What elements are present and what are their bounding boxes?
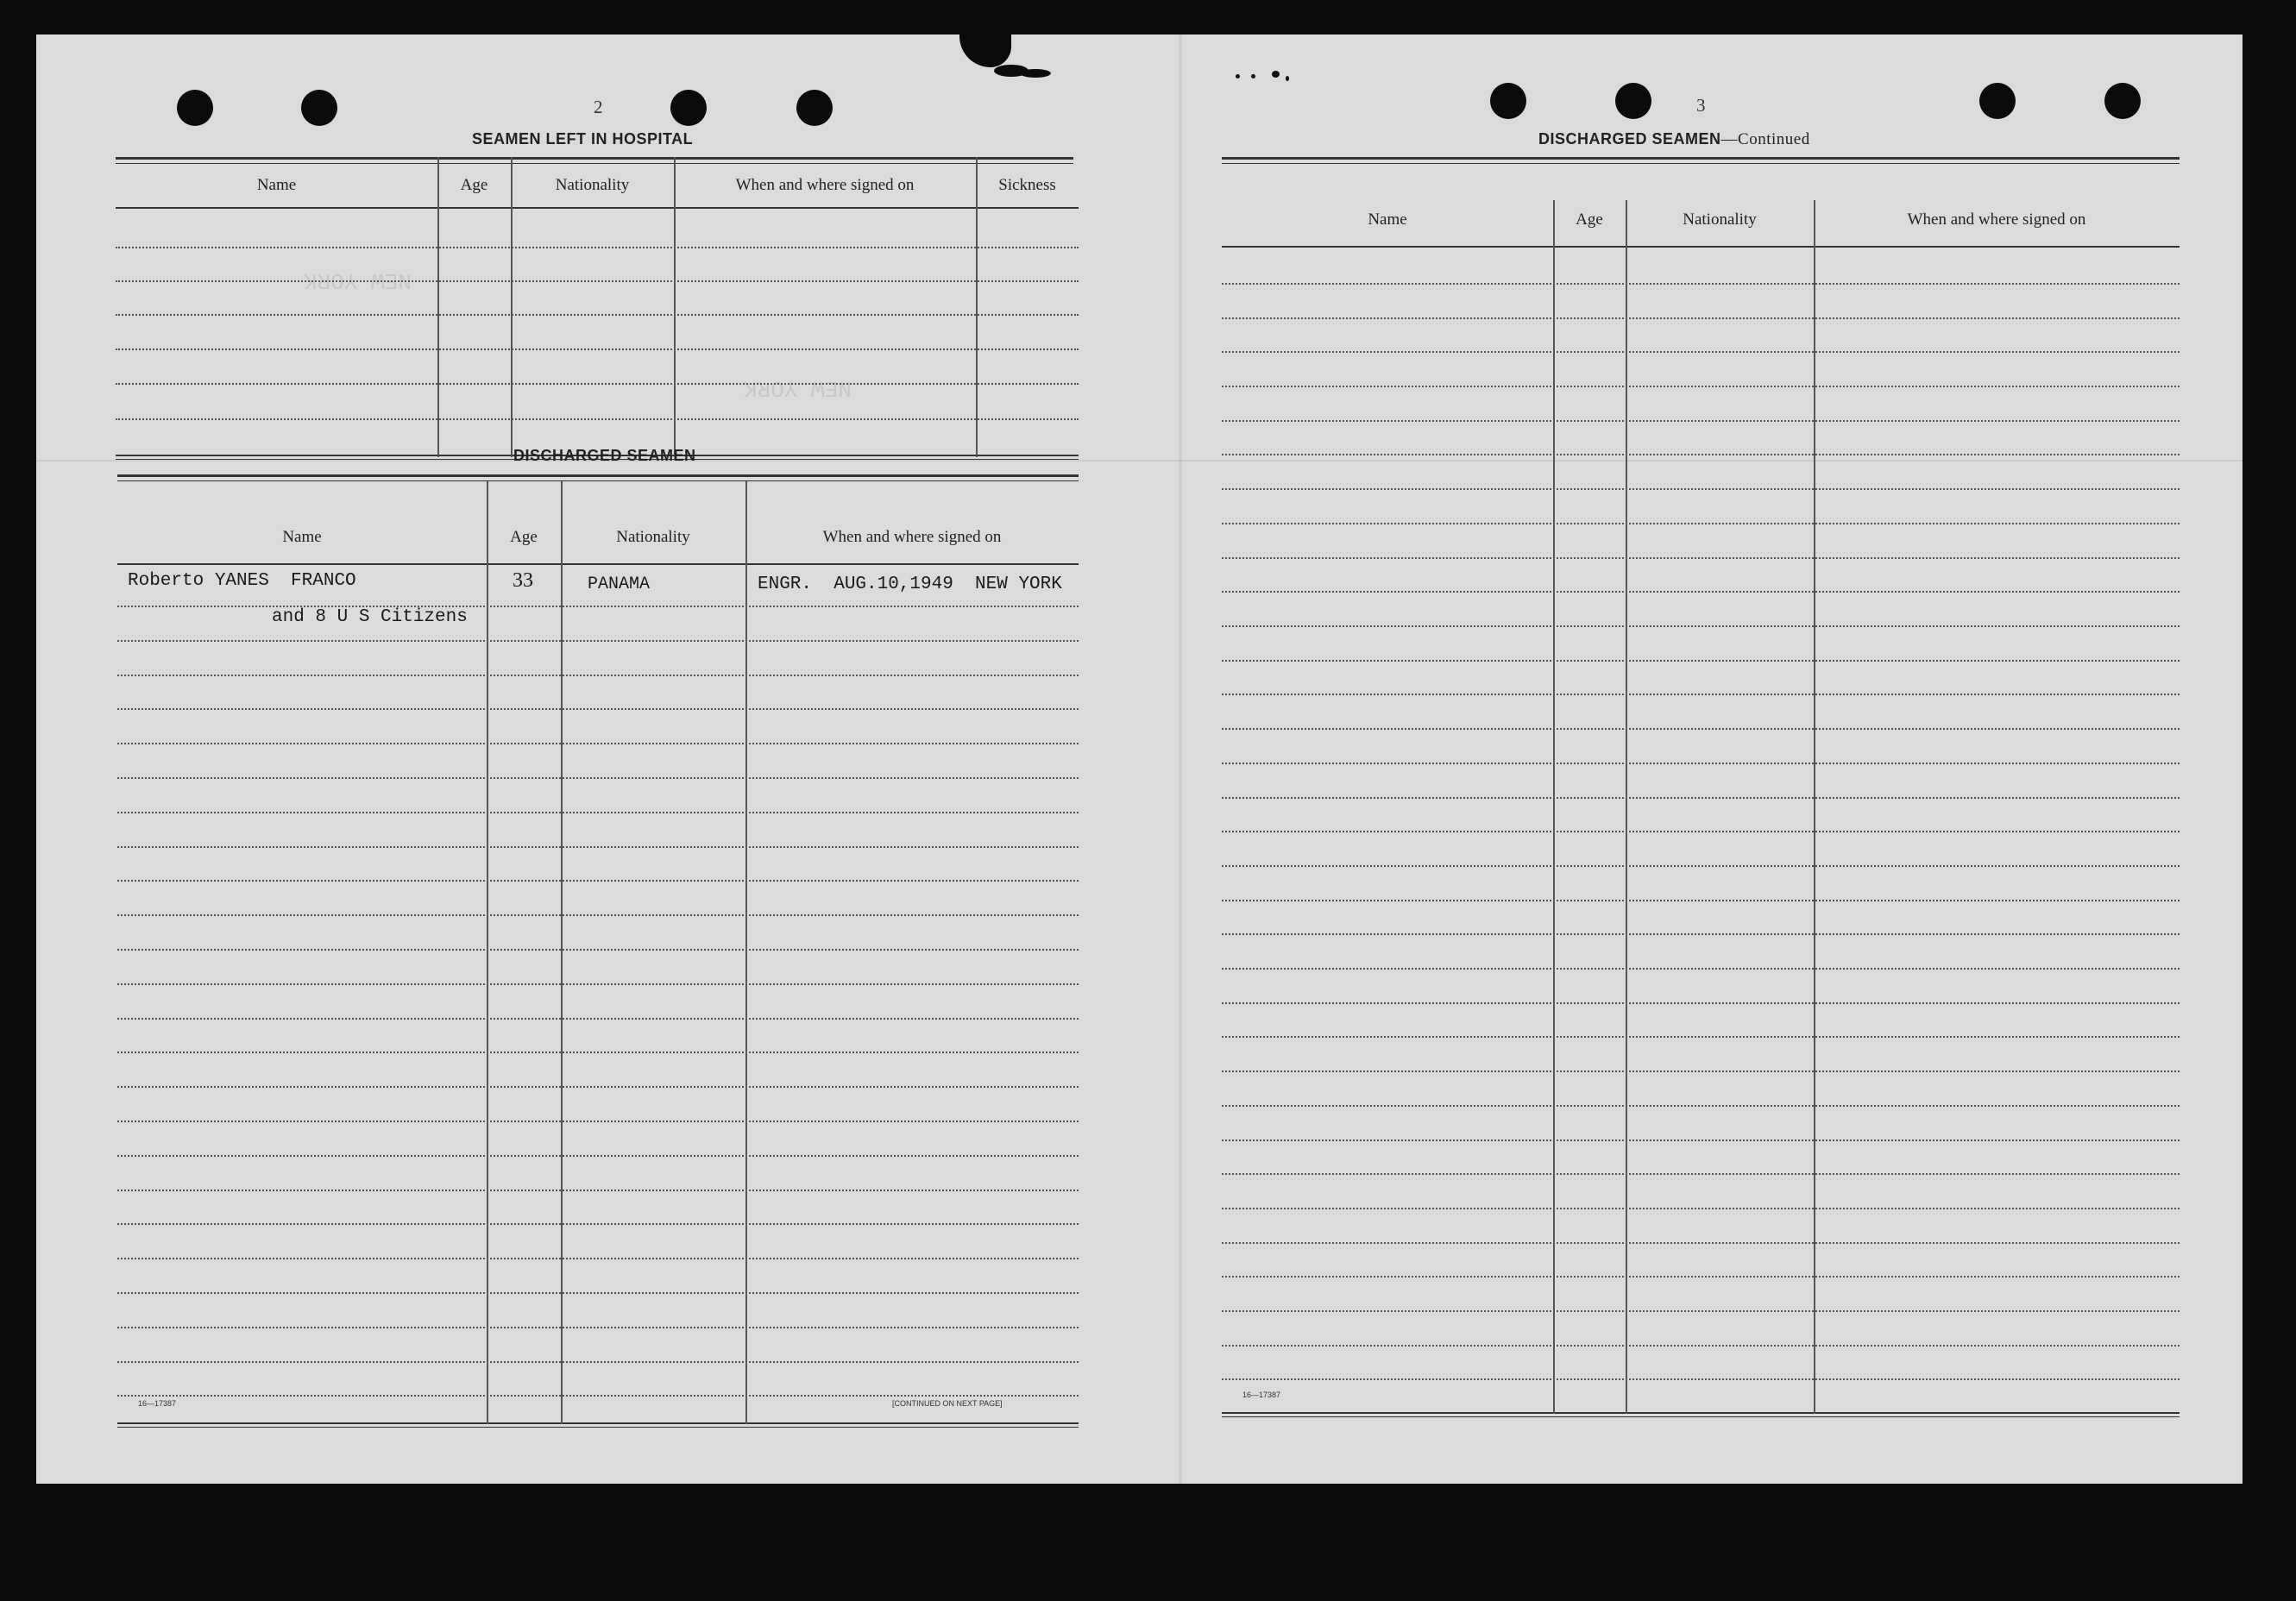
dotted-row-line <box>117 812 1079 813</box>
table-rule <box>117 1427 1079 1428</box>
dotted-row-line <box>1222 1242 2180 1244</box>
dotted-row-line <box>1222 1140 2180 1141</box>
dotted-row-line <box>1222 1002 2180 1004</box>
dotted-row-line <box>1222 660 2180 662</box>
column-divider <box>745 481 747 1424</box>
dotted-row-line <box>116 280 1079 282</box>
dotted-row-line <box>117 1018 1079 1020</box>
punch-hole <box>2104 83 2141 119</box>
discharged-continued-title <box>1538 130 1810 149</box>
column-header-name: Name <box>1368 210 1407 229</box>
header-rule <box>116 207 1079 209</box>
dotted-row-line <box>1222 386 2180 387</box>
dotted-row-line <box>117 675 1079 676</box>
dotted-row-line <box>1222 1070 2180 1072</box>
dotted-row-line <box>1222 728 2180 730</box>
dotted-row-line <box>116 314 1079 316</box>
column-header-nationality: Nationality <box>555 176 630 194</box>
discharged-continued-table <box>1222 157 2180 1418</box>
dotted-row-line <box>1222 420 2180 422</box>
dotted-row-line <box>117 1361 1079 1363</box>
column-header-sickness: Sickness <box>998 176 1056 194</box>
hospital-table <box>116 157 1079 461</box>
dotted-row-line <box>1222 1105 2180 1107</box>
dotted-row-line <box>1222 900 2180 901</box>
column-header-age: Age <box>510 528 538 546</box>
dotted-row-line <box>1222 488 2180 490</box>
paper-tear <box>1020 69 1051 78</box>
dotted-row-line <box>117 1121 1079 1122</box>
seaman-signed-on: ENGR. AUG.10,1949 NEW YORK <box>758 574 1062 594</box>
column-header-age: Age <box>460 176 488 194</box>
form-number-left: 16—17387 <box>138 1399 177 1408</box>
dotted-row-line <box>116 247 1079 248</box>
dotted-row-line <box>1222 591 2180 593</box>
column-divider <box>674 157 676 457</box>
column-divider <box>511 157 513 457</box>
column-divider <box>437 157 439 457</box>
table-rule <box>116 163 1073 164</box>
dotted-row-line <box>1222 283 2180 285</box>
page-fold <box>1179 35 1182 1484</box>
dotted-row-line <box>1222 351 2180 353</box>
dotted-row-line <box>117 1155 1079 1157</box>
column-divider <box>976 157 978 457</box>
column-divider <box>1814 200 1815 1414</box>
seaman-name: Roberto YANES FRANCO <box>128 571 356 591</box>
dotted-row-line <box>1222 454 2180 455</box>
column-header-name: Name <box>256 176 297 194</box>
dotted-row-line <box>117 1327 1079 1328</box>
dotted-row-line <box>116 418 1079 420</box>
speck <box>1236 74 1240 78</box>
dotted-row-line <box>117 983 1079 985</box>
dotted-row-line <box>1222 625 2180 627</box>
dotted-row-line <box>117 1223 1079 1225</box>
column-divider <box>1553 200 1555 1414</box>
dotted-row-line <box>117 640 1079 642</box>
continued-suffix: —Continued <box>1720 130 1810 148</box>
dotted-row-line <box>1222 1378 2180 1380</box>
table-rule <box>1222 157 2180 160</box>
dotted-row-line <box>117 743 1079 744</box>
speck <box>1286 76 1289 81</box>
dotted-row-line <box>117 1258 1079 1259</box>
dotted-row-line <box>1222 968 2180 970</box>
dotted-row-line <box>117 949 1079 951</box>
dotted-row-line <box>1222 1173 2180 1175</box>
dotted-row-line <box>117 1052 1079 1053</box>
table-rule <box>1222 1416 2180 1417</box>
table-rule <box>1222 163 2180 164</box>
column-divider <box>1626 200 1627 1414</box>
dotted-row-line <box>1222 1276 2180 1278</box>
punch-hole <box>670 90 707 126</box>
discharged-section-title: DISCHARGED SEAMEN <box>513 447 696 464</box>
dotted-row-line <box>1222 763 2180 764</box>
dotted-row-line <box>117 880 1079 882</box>
column-header-signed-on: When and where signed on <box>822 528 1002 546</box>
column-header-signed-on: When and where signed on <box>1907 210 2086 229</box>
discharged-continued-title-text: DISCHARGED SEAMEN <box>1538 130 1721 148</box>
dotted-row-line <box>117 1086 1079 1088</box>
dotted-row-line <box>1222 1036 2180 1038</box>
table-rule <box>117 1422 1079 1424</box>
discharged-table <box>117 474 1079 1428</box>
continued-note: [CONTINUED ON NEXT PAGE] <box>892 1399 1003 1408</box>
punch-hole <box>177 90 213 126</box>
dotted-row-line <box>1222 523 2180 524</box>
dotted-row-line <box>1222 1310 2180 1312</box>
punch-hole <box>1979 83 2016 119</box>
column-header-signed-on: When and where signed on <box>735 176 915 194</box>
dotted-row-line <box>117 708 1079 710</box>
table-rule <box>1222 1412 2180 1414</box>
punch-hole <box>1615 83 1651 119</box>
seaman-name-continued: and 8 U S Citizens <box>272 607 468 627</box>
seaman-age: 33 <box>513 569 533 592</box>
dotted-row-line <box>117 1190 1079 1191</box>
dotted-row-line <box>1222 317 2180 319</box>
seaman-nationality: PANAMA <box>588 574 651 594</box>
dotted-row-line <box>117 777 1079 779</box>
form-number-right: 16—17387 <box>1242 1391 1281 1399</box>
paper-tear <box>959 35 1011 67</box>
column-header-nationality: Nationality <box>1683 210 1757 229</box>
dotted-row-line <box>116 348 1079 350</box>
manifest-sheet <box>36 35 2243 1484</box>
dotted-row-line <box>117 1395 1079 1397</box>
speck <box>1251 74 1255 78</box>
dotted-row-line <box>117 846 1079 848</box>
dotted-row-line <box>1222 557 2180 559</box>
punch-hole <box>1490 83 1526 119</box>
header-rule <box>1222 246 2180 248</box>
table-rule <box>117 480 1079 481</box>
table-rule <box>117 474 1079 477</box>
dotted-row-line <box>117 606 1079 607</box>
dotted-row-line <box>116 383 1079 385</box>
column-divider <box>561 481 563 1424</box>
column-header-name: Name <box>282 528 322 546</box>
dotted-row-line <box>1222 933 2180 935</box>
table-rule <box>116 157 1073 160</box>
bleed-stamp: NEW YORK <box>304 267 412 293</box>
dotted-row-line <box>1222 694 2180 695</box>
dotted-row-line <box>117 1292 1079 1294</box>
page-number-left: 2 <box>594 97 603 117</box>
dotted-row-line <box>1222 831 2180 832</box>
dotted-row-line <box>1222 865 2180 867</box>
dotted-row-line <box>1222 1208 2180 1209</box>
page-number-right: 3 <box>1696 95 1706 116</box>
dotted-row-line <box>1222 1345 2180 1347</box>
column-header-nationality: Nationality <box>616 528 690 546</box>
dotted-row-line <box>117 914 1079 916</box>
column-divider <box>487 481 488 1424</box>
header-rule <box>117 563 1079 565</box>
punch-hole <box>301 90 337 126</box>
dotted-row-line <box>1222 797 2180 799</box>
hospital-section-title: SEAMEN LEFT IN HOSPITAL <box>472 130 694 148</box>
column-header-age: Age <box>1576 210 1603 229</box>
bleed-stamp: NEW YORK <box>744 375 852 401</box>
punch-hole <box>796 90 833 126</box>
speck <box>1272 71 1280 78</box>
